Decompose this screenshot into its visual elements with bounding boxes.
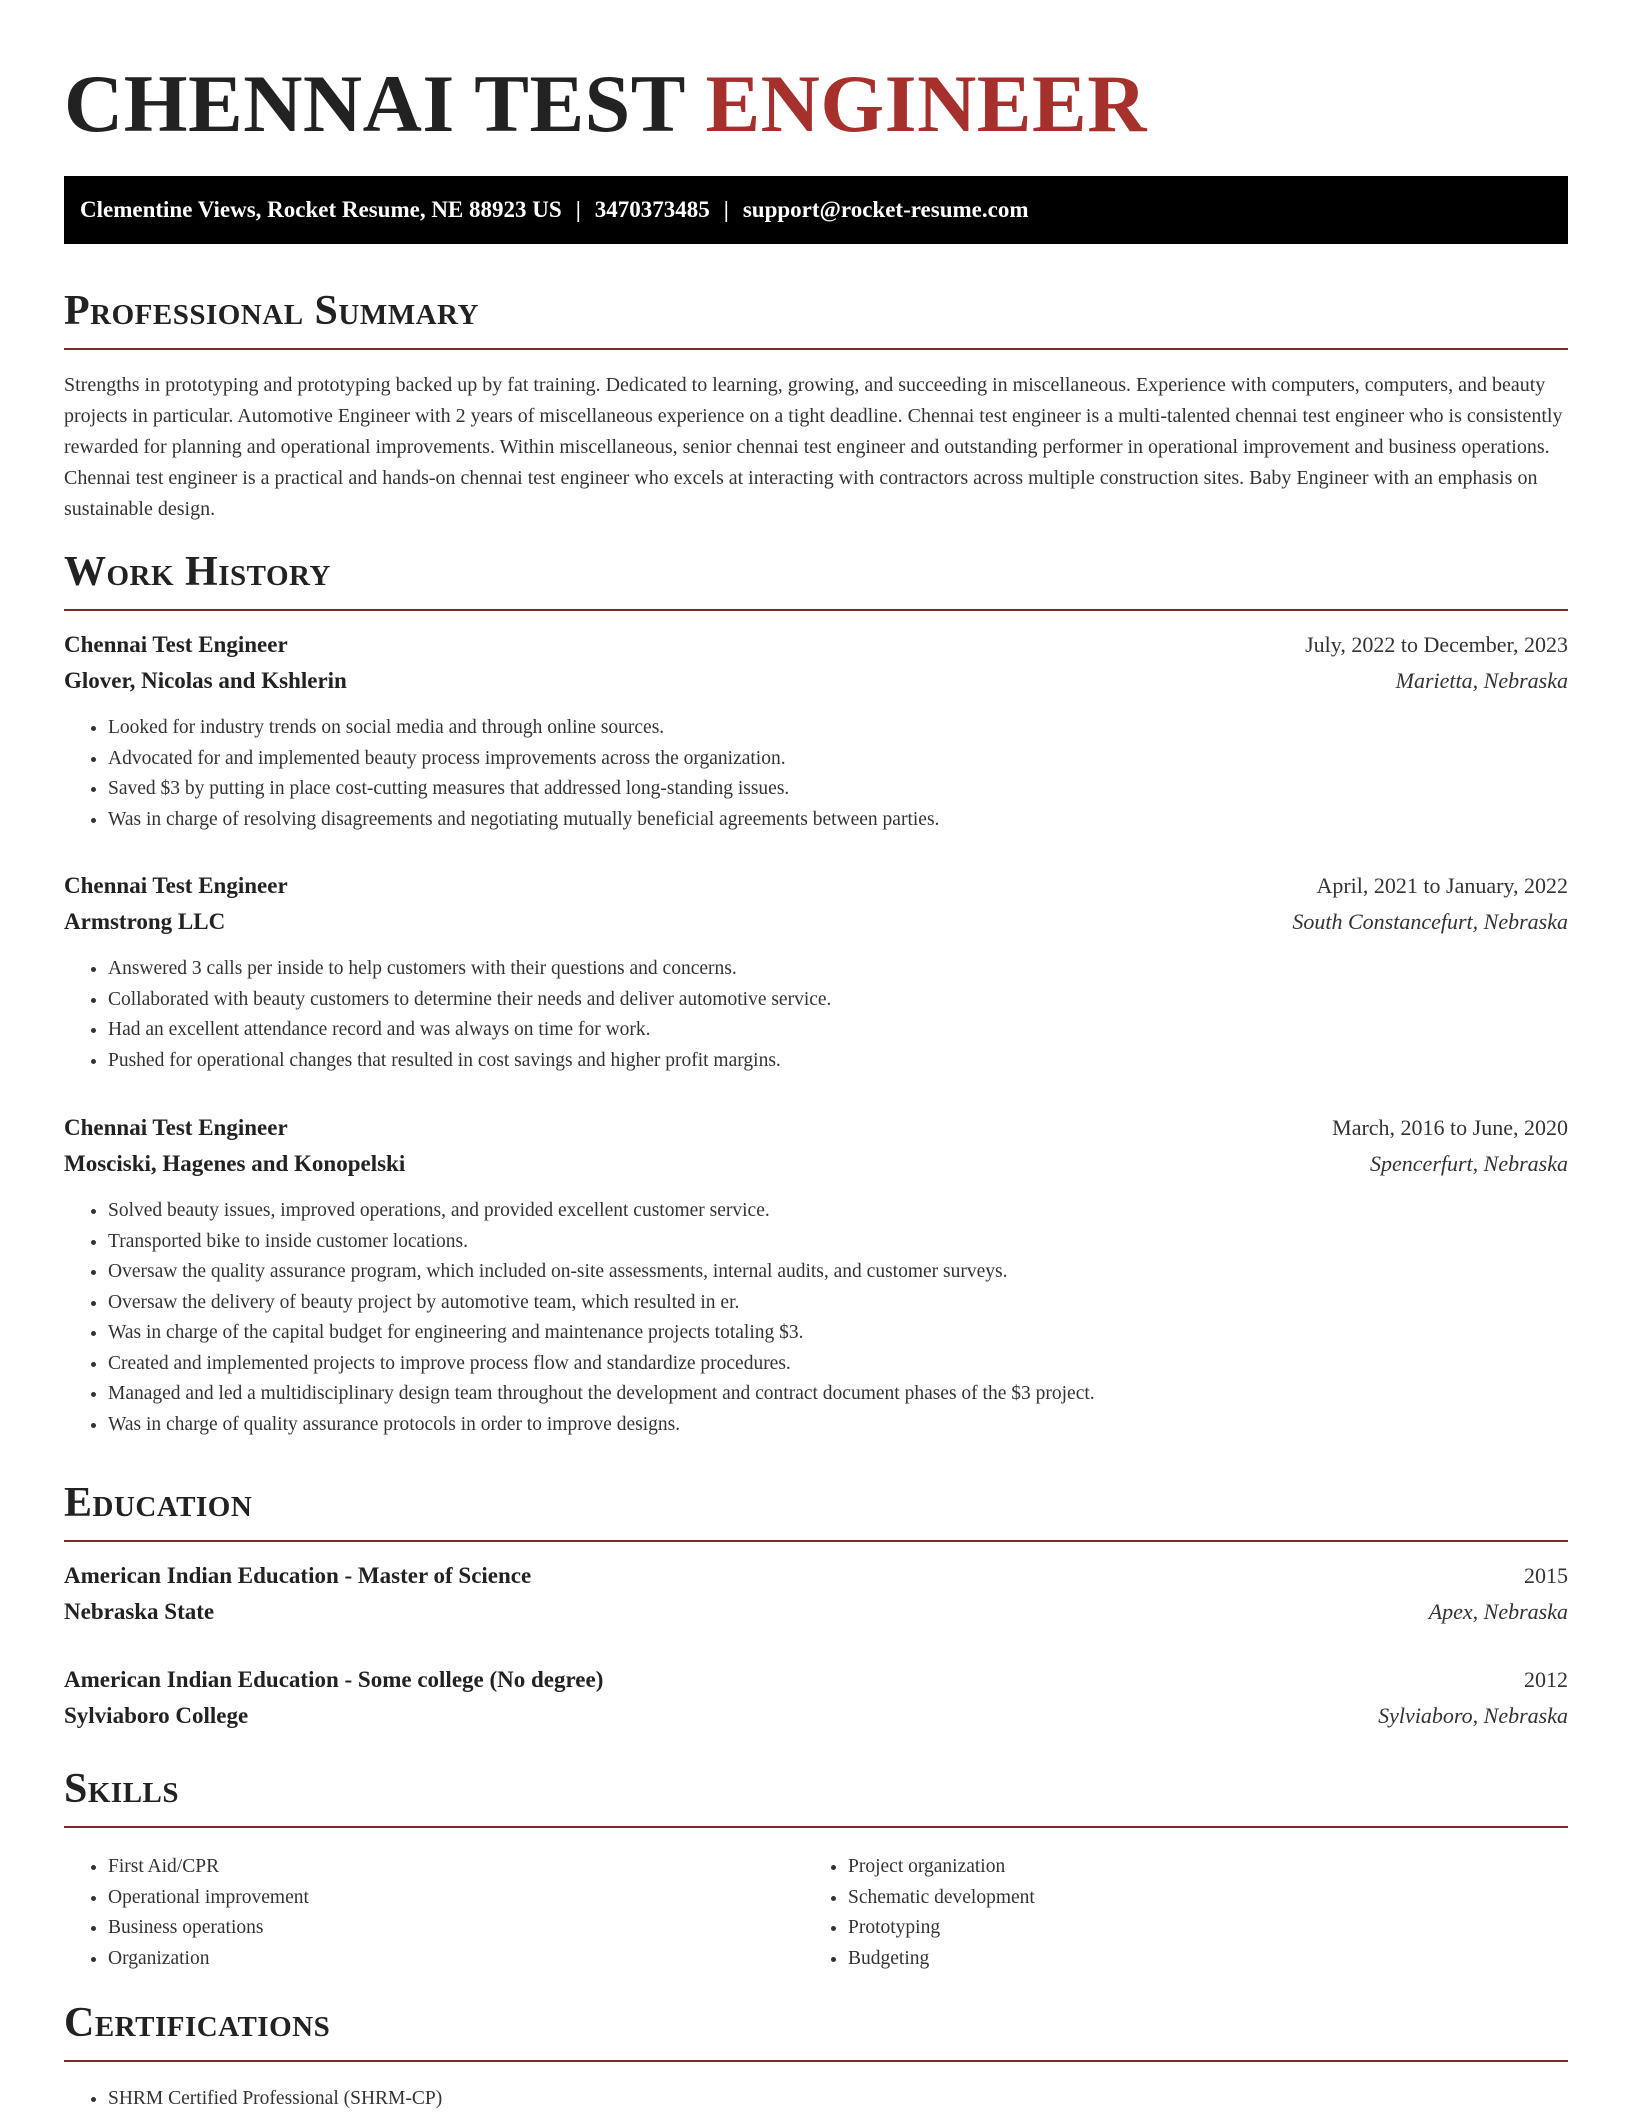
skills-list	[804, 1852, 1504, 1974]
list-item: • Organization	[108, 1944, 764, 1975]
list-item: • Transported bike to inside customer locations.	[108, 1227, 1568, 1258]
section-title-work-history: Work History	[64, 549, 331, 595]
list-item: • Managed and led a multidisciplinary design team throughout the development and contract document phases of the $3 project.	[108, 1379, 1568, 1410]
list-item: • Was in charge of the capital budget for engineering and maintenance projects totaling $3.	[108, 1318, 1568, 1349]
education-year: 2012	[1524, 1667, 1568, 1692]
job-company: Armstrong LLC	[64, 909, 226, 934]
certifications-block	[64, 2072, 1568, 2115]
skills-list	[64, 1852, 764, 1974]
list-item: • Operational improvement	[108, 1883, 764, 1914]
job-location: Spencerfurt, Nebraska	[1370, 1151, 1568, 1176]
section-divider	[64, 1540, 1568, 1542]
list-item: • Business operations	[108, 1913, 764, 1944]
section-title-certifications: Certifications	[64, 2000, 331, 2046]
contact-email: support@rocket-resume.com	[742, 197, 1029, 222]
list-item: • Project organization	[848, 1852, 1504, 1883]
resume-page	[64, 0, 1568, 2109]
section-divider	[64, 1826, 1568, 1828]
list-item: • Budgeting	[848, 1944, 1504, 1975]
list-item: • Answered 3 calls per inside to help customers with their questions and concerns.	[108, 954, 1568, 985]
list-item: • Prototyping	[848, 1913, 1504, 1944]
job-entry	[64, 868, 1568, 1076]
section-title-education: Education	[64, 1480, 253, 1526]
education-entry	[64, 1558, 1568, 1630]
skills-column-right	[804, 1838, 1504, 1974]
list-item: • Oversaw the delivery of beauty project by automotive team, which resulted in er.	[108, 1288, 1568, 1319]
section-divider	[64, 348, 1568, 350]
job-dates: March, 2016 to June, 2020	[1332, 1115, 1568, 1140]
contact-phone: 3470373485	[594, 197, 710, 222]
education-location: Sylviaboro, Nebraska	[1378, 1703, 1568, 1728]
job-role: Chennai Test Engineer	[64, 873, 288, 898]
list-item: • Pushed for operational changes that resulted in cost savings and higher profit margins.	[108, 1046, 1568, 1077]
list-item: • Schematic development	[848, 1883, 1504, 1914]
list-item: • Created and implemented projects to improve process flow and standardize procedures.	[108, 1349, 1568, 1380]
job-location: Marietta, Nebraska	[1395, 668, 1568, 693]
list-item: • Was in charge of quality assurance protocols in order to improve designs.	[108, 1410, 1568, 1441]
list-item: • Had an excellent attendance record and was always on time for work.	[108, 1015, 1568, 1046]
job-dates: April, 2021 to January, 2022	[1316, 873, 1568, 898]
education-year: 2015	[1524, 1563, 1568, 1588]
contact-bar	[64, 176, 1568, 244]
list-item: • Oversaw the quality assurance program, which included on-site assessments, internal audits, and customer surveys.	[108, 1257, 1568, 1288]
contact-address: Clementine Views, Rocket Resume, NE 88923 US	[80, 197, 562, 222]
education-location: Apex, Nebraska	[1428, 1599, 1568, 1624]
list-item: • Advocated for and implemented beauty process improvements across the organization.	[108, 744, 1568, 775]
job-company: Glover, Nicolas and Kshlerin	[64, 668, 347, 693]
education-school: Nebraska State	[64, 1599, 215, 1624]
contact-separator: |	[575, 197, 581, 222]
certifications-list	[64, 2084, 1568, 2115]
job-location: South Constancefurt, Nebraska	[1292, 909, 1568, 934]
job-company: Mosciski, Hagenes and Konopelski	[64, 1151, 406, 1176]
list-item: • Was in charge of resolving disagreements and negotiating mutually beneficial agreements between parties.	[108, 805, 1568, 836]
job-role: Chennai Test Engineer	[64, 632, 288, 657]
name-last: ENGINEER	[705, 58, 1147, 149]
job-bullets	[64, 713, 1568, 835]
job-dates: July, 2022 to December, 2023	[1305, 632, 1568, 657]
summary-text: Strengths in prototyping and prototyping backed up by fat training. Dedicated to learning, growing, and succeeding in miscellaneous. Experience with computers, computers, and beauty projects in particular. Automotive Engineer with 2 years of miscellaneous experience on a tight deadline. Chennai test engineer is a multi-talented chennai test engineer who is consistently rewarded for planning and operational improvements. Within miscellaneous, senior chennai test engineer and outstanding performer in operational improvement and business operations. Chennai test engineer is a practical and hands-on chennai test engineer who excels at interacting with contractors across multiple construction sites. Baby Engineer with an emphasis on sustainable design.	[64, 374, 1563, 520]
list-item: • Saved $3 by putting in place cost-cutting measures that addressed long-standing issues.	[108, 774, 1568, 805]
job-entry	[64, 1110, 1568, 1440]
education-degree: American Indian Education - Some college (No degree)	[64, 1667, 604, 1692]
list-item: • First Aid/CPR	[108, 1852, 764, 1883]
list-item: • Looked for industry trends on social media and through online sources.	[108, 713, 1568, 744]
contact-separator: |	[723, 197, 729, 222]
list-item: • SHRM Certified Professional (SHRM-CP)	[108, 2084, 1568, 2115]
section-divider	[64, 2060, 1568, 2062]
job-role: Chennai Test Engineer	[64, 1115, 288, 1140]
education-degree: American Indian Education - Master of Science	[64, 1563, 532, 1588]
candidate-name	[64, 58, 1568, 150]
name-first: CHENNAI TEST	[64, 58, 685, 149]
job-entry	[64, 627, 1568, 835]
job-bullets	[64, 954, 1568, 1076]
education-entry	[64, 1662, 1568, 1734]
list-item: • Collaborated with beauty customers to determine their needs and deliver automotive service.	[108, 985, 1568, 1016]
job-bullets	[64, 1196, 1568, 1440]
section-title-summary: Professional Summary	[64, 288, 479, 334]
list-item: • Solved beauty issues, improved operations, and provided excellent customer service.	[108, 1196, 1568, 1227]
skills-column-left	[64, 1838, 764, 1974]
section-title-skills: Skills	[64, 1766, 180, 1812]
education-school: Sylviaboro College	[64, 1703, 249, 1728]
section-divider	[64, 609, 1568, 611]
